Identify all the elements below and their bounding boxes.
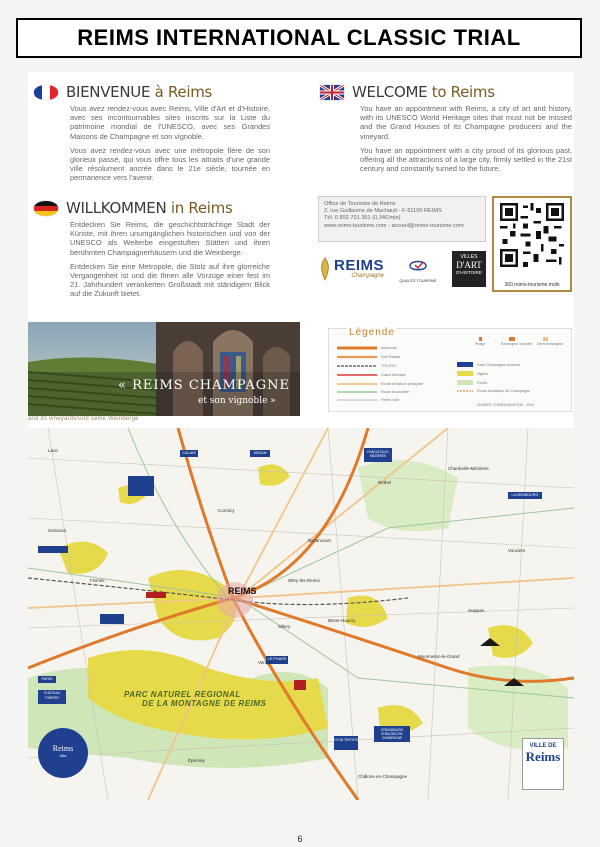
german-paragraph-1: Entdecken Sie Reims, die geschichtsträchtige Stadt der Künste, mit ihren unumgänglichen historischen und von der UNESCO als Welterbe eingestuften Stätten und ihren berühmten Champagnerhäusern und die Weinberge.	[70, 220, 270, 257]
uk-flag-icon	[320, 85, 344, 100]
page-title: REIMS INTERNATIONAL CLASSIC TRIAL	[77, 25, 521, 50]
reims-champagne-logo: REIMS Champagne	[318, 257, 384, 281]
banner-subtitle: et son vignoble »	[198, 396, 276, 406]
france-flag-icon	[34, 85, 58, 100]
legend-item: Grand itinéraire	[381, 373, 406, 377]
french-paragraph-1: Vous avez rendez-vous avec Reims, Ville d'Art et d'Histoire, avec ses incontournables sites inscrits sur la Liste du patrimoine mondial de l'UNESCO, avec ses Grandes Maisons de Champagne et son vignoble.	[70, 104, 270, 141]
qr-code-box	[492, 196, 572, 292]
legend-credit: LEADER COMMUNICATION - 2011	[477, 403, 535, 407]
reims-city-stamp: Reims ville	[38, 728, 88, 778]
germany-flag-icon	[34, 201, 58, 216]
english-paragraph-1: You have an appointment with Reims, a city of art and history, with its UNESCO World Heritage sites that must not be missed and the Grand Houses of its Champagne producers and the vineyard.	[360, 104, 572, 141]
legend-item: Péage	[475, 342, 486, 346]
legend-item: Gare Champagne-Ardenne	[477, 363, 521, 367]
road-map	[28, 428, 574, 800]
office-name: Office de Tourisme de Reims	[324, 201, 396, 207]
map-place: Witry-lès-Reims	[288, 578, 320, 583]
map-place: Soissons	[48, 528, 67, 533]
legend-item: Forêts	[477, 381, 488, 385]
english-section	[320, 82, 572, 178]
french-section	[34, 82, 270, 188]
map-graphic	[28, 428, 574, 800]
map-place: Charleville-Mézières	[448, 466, 489, 471]
map-legend	[328, 328, 572, 412]
map-place: Bazancourt	[308, 538, 331, 543]
ville-de-reims-badge: VILLE DE Reims	[522, 738, 564, 790]
map-sign: CHÂTEAU THIERRY	[43, 691, 61, 700]
legend-item: Échangeur complet	[501, 342, 532, 346]
brochure-scan	[28, 72, 574, 800]
map-sign: LUXEMBOURG	[511, 493, 539, 497]
map-place: Mourmelon-le-Grand	[418, 654, 460, 659]
map-place: Châlons-en-Champagne	[358, 774, 408, 779]
office-web: www.reims-tourisme.com - accueil@reims-tourisme.com	[324, 222, 464, 229]
page-number: 6	[297, 834, 303, 844]
legend-item: TGV EST	[381, 364, 397, 368]
office-address: 2, rue Guillaume de Machault - F-51100 REIMS	[324, 208, 442, 215]
map-place: Cormicy	[218, 508, 235, 513]
qr-code-icon	[500, 203, 564, 267]
villes-art-histoire-logo: VILLES D'ART D'HISTOIRE	[452, 251, 486, 287]
map-sign: SEDAN	[253, 451, 267, 455]
legend-item: Demi échangeur	[537, 342, 564, 346]
map-place: Rethel	[378, 480, 392, 485]
legend-item: Autoroute	[381, 346, 397, 350]
german-paragraph-2: Entdecken Sie eine Metropole, die Stolz auf ihre glorreiche Vergangenheit ist und die Ihnen alle Vorzüge einer fest im 21. Jahrhundert verankerten Großstadt mit ständigem Blick auf die Zukunft bietet.	[70, 261, 270, 299]
partner-logos	[318, 246, 486, 292]
legend-item: Voie Rapide	[381, 355, 401, 359]
map-place: Beine-Nauroy	[328, 618, 356, 623]
french-paragraph-2: Vous avez rendez-vous avec une métropole fière de son glorieux passé, qui vous offre tous les attraits d'une grande ville résolument ancrée dans le 21e siècle, tournée en permanence vers l'avenir.	[70, 145, 270, 183]
legend-item: Route secondaire	[381, 390, 410, 394]
german-heading: WILLKOMMEN in Reims	[66, 199, 233, 217]
map-place: Vouziers	[508, 548, 526, 553]
legend-item: Route de liaison principale	[381, 382, 424, 386]
page-title-box	[16, 18, 582, 58]
legend-title: Légende	[349, 327, 395, 338]
banner-title: « REIMS CHAMPAGNE	[118, 378, 291, 393]
quality-tourism-logo: QUALITÉ TOURISME	[399, 256, 436, 283]
map-sign: PARIS	[41, 677, 53, 681]
map-sign: CHARLEVILLE-MÉZIÈRES	[366, 450, 390, 458]
tourist-office-box	[318, 196, 486, 242]
map-sign: CALAIS	[182, 451, 196, 455]
legend-item: Petite route	[381, 398, 400, 402]
english-paragraph-2: You have an appointment with a city proud of its glorious past, offering all the attractions of a large city, firmly settled in the 21st century and constantly turned to the future.	[360, 145, 572, 174]
map-place: Fismes	[90, 578, 105, 583]
map-sign: LE PHARE	[267, 657, 287, 661]
qr-url: 360.reims-tourisme.mobi	[504, 282, 560, 288]
german-section	[34, 198, 270, 304]
office-phone: Tél. 0 892 701 351 (0,34€/min)	[324, 215, 401, 222]
legend-item: Vignes	[477, 372, 488, 376]
english-heading: WELCOME to Reims	[352, 83, 495, 101]
vineyards-caption: and its vineyards/und seine Weinberge	[28, 416, 139, 422]
legend-item: Route touristique du Champagne	[477, 389, 530, 393]
map-place: Verzy	[258, 660, 270, 665]
map-place: Épernay	[188, 758, 205, 763]
map-place: Sillery	[278, 624, 291, 629]
map-place: Laon	[48, 448, 59, 453]
map-park-label: PARC NATUREL REGIONAL DE LA MONTAGNE DE REIMS	[124, 690, 267, 708]
french-heading: BIENVENUE à Reims	[66, 83, 213, 101]
reims-champagne-banner	[28, 322, 300, 416]
map-place: Suippes	[468, 608, 485, 613]
map-city-label: REIMS	[228, 586, 257, 596]
map-sign: STRASBOURG CHÂLONS-EN-CHAMPAGNE	[380, 728, 404, 740]
map-sign: LYON TROYES	[334, 738, 358, 742]
